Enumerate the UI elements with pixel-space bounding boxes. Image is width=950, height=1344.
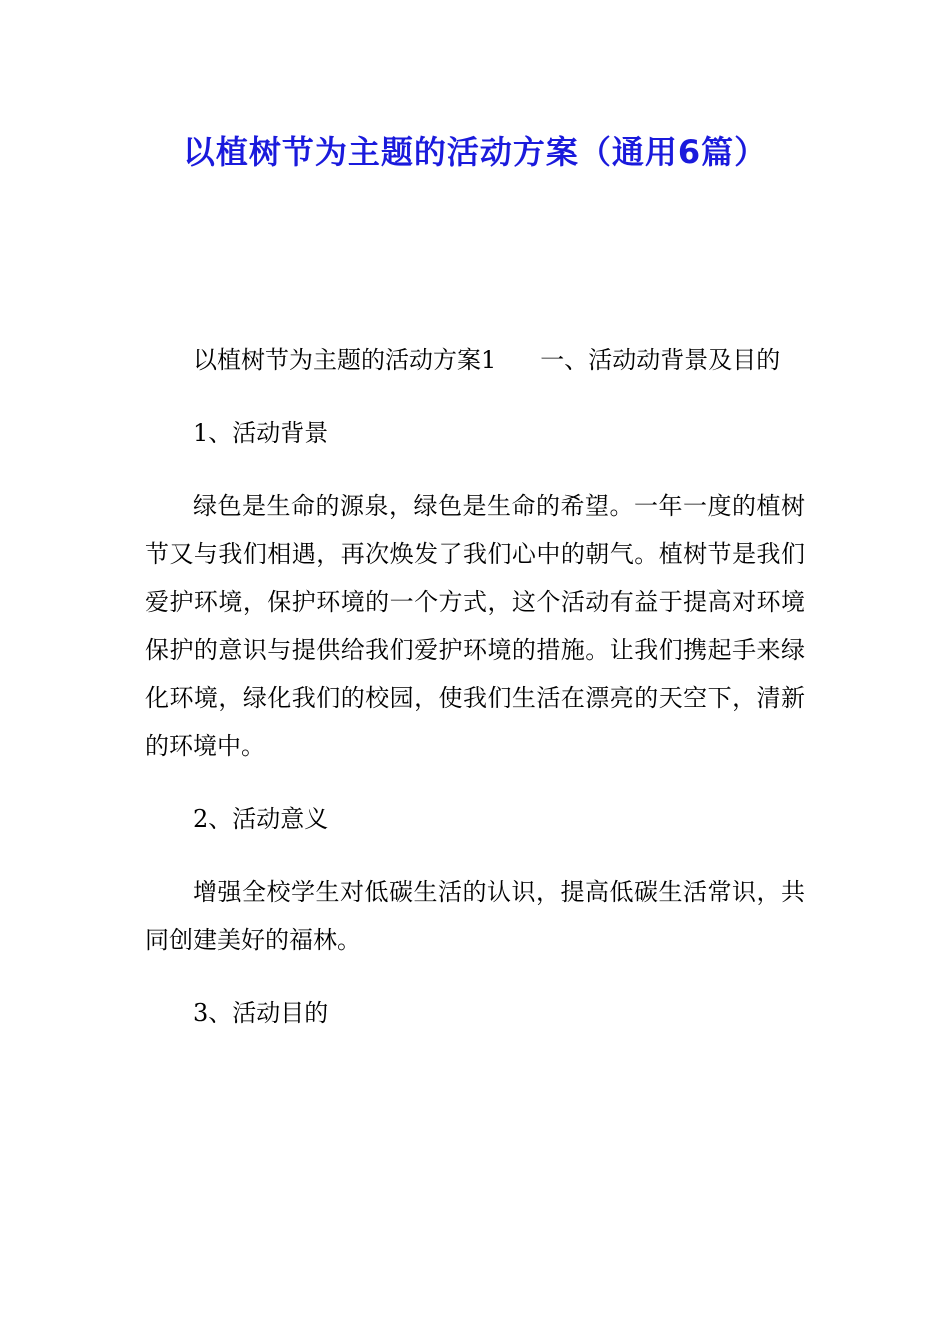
section-heading: 以植树节为主题的活动方案1	[193, 346, 497, 374]
section-subheading: 一、活动动背景及目的	[540, 346, 781, 374]
item1-heading: 1、活动背景	[193, 419, 329, 447]
document-body	[145, 336, 805, 1062]
item2-paragraph: 增强全校学生对低碳生活的认识，提高低碳生活常识，共同创建美好的福林。	[145, 878, 805, 954]
document-title: 以植树节为主题的活动方案（通用6篇）	[182, 133, 768, 171]
item2-heading: 2、活动意义	[193, 805, 329, 833]
section-heading-line	[145, 336, 805, 384]
item3-heading: 3、活动目的	[193, 999, 329, 1027]
item1-paragraph: 绿色是生命的源泉，绿色是生命的希望。一年一度的植树节又与我们相遇，再次焕发了我们心中的朝气。植树节是我们爱护环境，保护环境的一个方式，这个活动有益于提高对环境保护的意识与提供给我们爱护环境的措施。让我们携起手来绿化环境，绿化我们的校园，使我们生活在漂亮的天空下，清新的环境中。	[145, 492, 805, 760]
